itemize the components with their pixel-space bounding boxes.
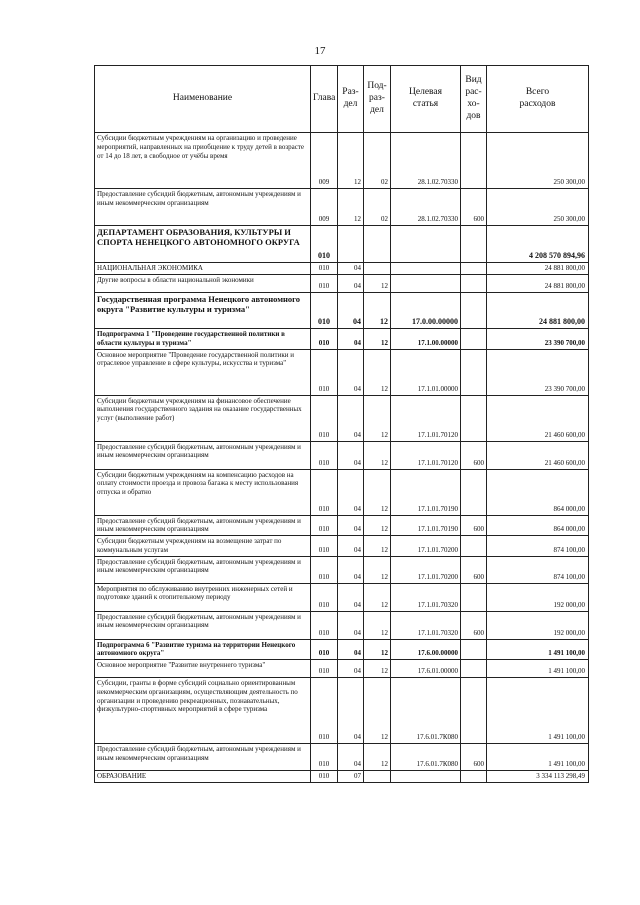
row-vid	[461, 678, 487, 744]
row-glava: 010	[311, 275, 338, 293]
row-razdel: 04	[338, 583, 364, 611]
row-glava: 010	[311, 678, 338, 744]
row-total: 24 881 800,00	[487, 293, 589, 329]
row-name: Мероприятия по обслуживанию внутренних инженерных сетей и подготовке зданий к отопительному периоду	[95, 583, 311, 611]
row-total: 1 491 100,00	[487, 639, 589, 660]
table-row	[95, 441, 589, 469]
row-total: 21 460 600,00	[487, 395, 589, 441]
row-razdel: 04	[338, 611, 364, 639]
row-razdel: 04	[338, 678, 364, 744]
row-razdel: 12	[338, 133, 364, 189]
row-razdel: 04	[338, 395, 364, 441]
row-razdel: 04	[338, 263, 364, 275]
row-target: 28.1.02.70330	[391, 133, 461, 189]
row-vid	[461, 329, 487, 350]
row-vid: 600	[461, 515, 487, 536]
row-name: Подпрограмма 1 "Проведение государственной политики в области культуры и туризма"	[95, 329, 311, 350]
row-razdel: 04	[338, 275, 364, 293]
row-name: Предоставление субсидий бюджетным, автономным учреждениям и иным некоммерческим организациям	[95, 611, 311, 639]
row-glava: 010	[311, 639, 338, 660]
row-glava: 010	[311, 660, 338, 678]
row-target: 17.1.00.00000	[391, 329, 461, 350]
row-vid: 600	[461, 441, 487, 469]
table-header-row	[95, 66, 589, 133]
row-total: 1 491 100,00	[487, 678, 589, 744]
row-name: Субсидии бюджетным учреждениям на финансовое обеспечение выполнения государственного задания на оказание государственных услуг (выполнение работ)	[95, 395, 311, 441]
row-target: 17.1.01.70200	[391, 556, 461, 583]
row-vid	[461, 469, 487, 515]
table-row	[95, 583, 589, 611]
table-row	[95, 263, 589, 275]
row-target: 17.1.01.00000	[391, 349, 461, 395]
row-podrazdel: 12	[364, 639, 391, 660]
row-razdel: 04	[338, 556, 364, 583]
row-vid	[461, 583, 487, 611]
row-glava: 010	[311, 441, 338, 469]
row-vid	[461, 293, 487, 329]
row-glava: 010	[311, 293, 338, 329]
row-total: 1 491 100,00	[487, 660, 589, 678]
row-razdel: 04	[338, 660, 364, 678]
row-razdel: 04	[338, 744, 364, 771]
row-name: НАЦИОНАЛЬНАЯ ЭКОНОМИКА	[95, 263, 311, 275]
table-row	[95, 660, 589, 678]
row-vid	[461, 275, 487, 293]
row-podrazdel: 12	[364, 349, 391, 395]
row-target: 17.6.00.00000	[391, 639, 461, 660]
row-glava: 010	[311, 536, 338, 557]
table-row	[95, 293, 589, 329]
row-total: 250 300,00	[487, 133, 589, 189]
row-name: Предоставление субсидий бюджетным, автономным учреждениям и иным некоммерческим организациям	[95, 556, 311, 583]
row-target: 17.1.01.70190	[391, 515, 461, 536]
table-row	[95, 189, 589, 226]
row-razdel: 07	[338, 771, 364, 783]
row-podrazdel: 12	[364, 611, 391, 639]
row-name: Подпрограмма 6 "Развитие туризма на территории Ненецкого автономного округа"	[95, 639, 311, 660]
row-vid: 600	[461, 611, 487, 639]
row-name: Субсидии бюджетным учреждениям на компенсацию расходов на оплату стоимости проезда и провоза багажа к месту использования отпуска и обратно	[95, 469, 311, 515]
row-name: ОБРАЗОВАНИЕ	[95, 771, 311, 783]
row-razdel: 04	[338, 349, 364, 395]
row-razdel: 04	[338, 329, 364, 350]
row-glava: 010	[311, 583, 338, 611]
row-total: 24 881 800,00	[487, 263, 589, 275]
table-row	[95, 611, 589, 639]
row-podrazdel: 12	[364, 556, 391, 583]
row-razdel: 04	[338, 639, 364, 660]
row-name: Предоставление субсидий бюджетным, автономным учреждениям и иным некоммерческим организациям	[95, 189, 311, 226]
row-podrazdel: 12	[364, 583, 391, 611]
row-podrazdel: 12	[364, 329, 391, 350]
row-razdel: 04	[338, 515, 364, 536]
row-podrazdel: 02	[364, 189, 391, 226]
row-glava: 010	[311, 263, 338, 275]
row-glava: 009	[311, 133, 338, 189]
row-razdel: 04	[338, 293, 364, 329]
row-podrazdel: 12	[364, 536, 391, 557]
table-row	[95, 226, 589, 263]
row-total: 4 208 570 894,96	[487, 226, 589, 263]
row-vid	[461, 226, 487, 263]
budget-table	[94, 65, 589, 783]
row-vid	[461, 395, 487, 441]
row-total: 21 460 600,00	[487, 441, 589, 469]
header-total: Всего расходов	[487, 66, 589, 133]
row-name: Предоставление субсидий бюджетным, автономным учреждениям и иным некоммерческим организациям	[95, 515, 311, 536]
row-podrazdel: 12	[364, 395, 391, 441]
header-podrazdel: Под- раз- дел	[364, 66, 391, 133]
row-glava: 010	[311, 349, 338, 395]
row-target	[391, 263, 461, 275]
row-glava: 010	[311, 395, 338, 441]
row-podrazdel: 12	[364, 678, 391, 744]
row-podrazdel	[364, 771, 391, 783]
row-glava: 010	[311, 611, 338, 639]
table-row	[95, 556, 589, 583]
row-target: 17.1.01.70120	[391, 441, 461, 469]
table-row	[95, 469, 589, 515]
row-target: 17.0.00.00000	[391, 293, 461, 329]
table-row	[95, 349, 589, 395]
row-podrazdel	[364, 226, 391, 263]
table-row	[95, 515, 589, 536]
row-total: 192 000,00	[487, 583, 589, 611]
row-podrazdel: 12	[364, 275, 391, 293]
row-target	[391, 226, 461, 263]
row-vid	[461, 263, 487, 275]
row-vid	[461, 536, 487, 557]
row-podrazdel: 12	[364, 293, 391, 329]
row-name: Основное мероприятие "Развитие внутреннего туризма"	[95, 660, 311, 678]
header-target: Целевая статья	[391, 66, 461, 133]
row-target: 17.6.01.7К080	[391, 678, 461, 744]
header-vid: Вид рас- хо- дов	[461, 66, 487, 133]
row-target: 17.1.01.70120	[391, 395, 461, 441]
row-vid	[461, 660, 487, 678]
header-name: Наименование	[95, 66, 311, 133]
table-row	[95, 133, 589, 189]
row-target: 17.1.01.70320	[391, 583, 461, 611]
row-name: Основное мероприятие "Проведение государственной политики и отраслевое управление в сфере культуры, искусства и туризма"	[95, 349, 311, 395]
row-name: Субсидии бюджетным учреждениям на возмещение затрат по коммунальным услугам	[95, 536, 311, 557]
row-podrazdel: 12	[364, 515, 391, 536]
page-number: 17	[314, 45, 326, 57]
row-total: 864 000,00	[487, 469, 589, 515]
table-row	[95, 536, 589, 557]
row-target: 17.6.01.7К080	[391, 744, 461, 771]
row-glava: 010	[311, 744, 338, 771]
row-razdel	[338, 226, 364, 263]
row-name: Предоставление субсидий бюджетным, автономным учреждениям и иным некоммерческим организациям	[95, 744, 311, 771]
table-row	[95, 275, 589, 293]
row-razdel: 04	[338, 469, 364, 515]
table-row	[95, 639, 589, 660]
row-vid: 600	[461, 744, 487, 771]
row-vid: 600	[461, 189, 487, 226]
row-vid	[461, 349, 487, 395]
row-podrazdel	[364, 263, 391, 275]
row-vid: 600	[461, 556, 487, 583]
table-row	[95, 771, 589, 783]
row-target: 17.6.01.00000	[391, 660, 461, 678]
row-glava: 010	[311, 556, 338, 583]
table-row	[95, 678, 589, 744]
row-vid	[461, 133, 487, 189]
row-name: Субсидии бюджетным учреждениям на организацию и проведение мероприятий, направленных на приобщение к труду детей в возрасте от 14 до 18 лет, в свободное от учёбы время	[95, 133, 311, 189]
row-total: 864 000,00	[487, 515, 589, 536]
row-vid	[461, 771, 487, 783]
row-name: Предоставление субсидий бюджетным, автономным учреждениям и иным некоммерческим организациям	[95, 441, 311, 469]
row-glava: 010	[311, 226, 338, 263]
row-podrazdel: 12	[364, 660, 391, 678]
row-target: 28.1.02.70330	[391, 189, 461, 226]
row-glava: 010	[311, 469, 338, 515]
row-target	[391, 275, 461, 293]
row-total: 250 300,00	[487, 189, 589, 226]
row-glava: 010	[311, 329, 338, 350]
row-glava: 010	[311, 771, 338, 783]
row-razdel: 04	[338, 441, 364, 469]
row-name: Другие вопросы в области национальной экономики	[95, 275, 311, 293]
row-podrazdel: 12	[364, 441, 391, 469]
row-total: 874 100,00	[487, 556, 589, 583]
row-total: 3 334 113 298,49	[487, 771, 589, 783]
row-total: 1 491 100,00	[487, 744, 589, 771]
row-target: 17.1.01.70200	[391, 536, 461, 557]
row-total: 24 881 800,00	[487, 275, 589, 293]
header-glava: Глава	[311, 66, 338, 133]
row-podrazdel: 12	[364, 744, 391, 771]
row-name: ДЕПАРТАМЕНТ ОБРАЗОВАНИЯ, КУЛЬТУРЫ И СПОРТА НЕНЕЦКОГО АВТОНОМНОГО ОКРУГА	[95, 226, 311, 263]
table-row	[95, 744, 589, 771]
header-razdel: Раз- дел	[338, 66, 364, 133]
row-vid	[461, 639, 487, 660]
row-name: Субсидии, гранты в форме субсидий социально ориентированным некоммерческим организациям, осуществляющим деятельность по организации и проведению рекреационных, познавательных, физкультурно-спортивных мероприятий в сфере туризма	[95, 678, 311, 744]
row-total: 192 000,00	[487, 611, 589, 639]
row-target	[391, 771, 461, 783]
table-row	[95, 329, 589, 350]
row-razdel: 04	[338, 536, 364, 557]
row-podrazdel: 02	[364, 133, 391, 189]
row-glava: 009	[311, 189, 338, 226]
row-total: 23 390 700,00	[487, 349, 589, 395]
row-target: 17.1.01.70190	[391, 469, 461, 515]
row-target: 17.1.01.70320	[391, 611, 461, 639]
row-total: 23 390 700,00	[487, 329, 589, 350]
table-row	[95, 395, 589, 441]
row-podrazdel: 12	[364, 469, 391, 515]
row-glava: 010	[311, 515, 338, 536]
row-total: 874 100,00	[487, 536, 589, 557]
row-name: Государственная программа Ненецкого автономного округа "Развитие культуры и туризма"	[95, 293, 311, 329]
row-razdel: 12	[338, 189, 364, 226]
